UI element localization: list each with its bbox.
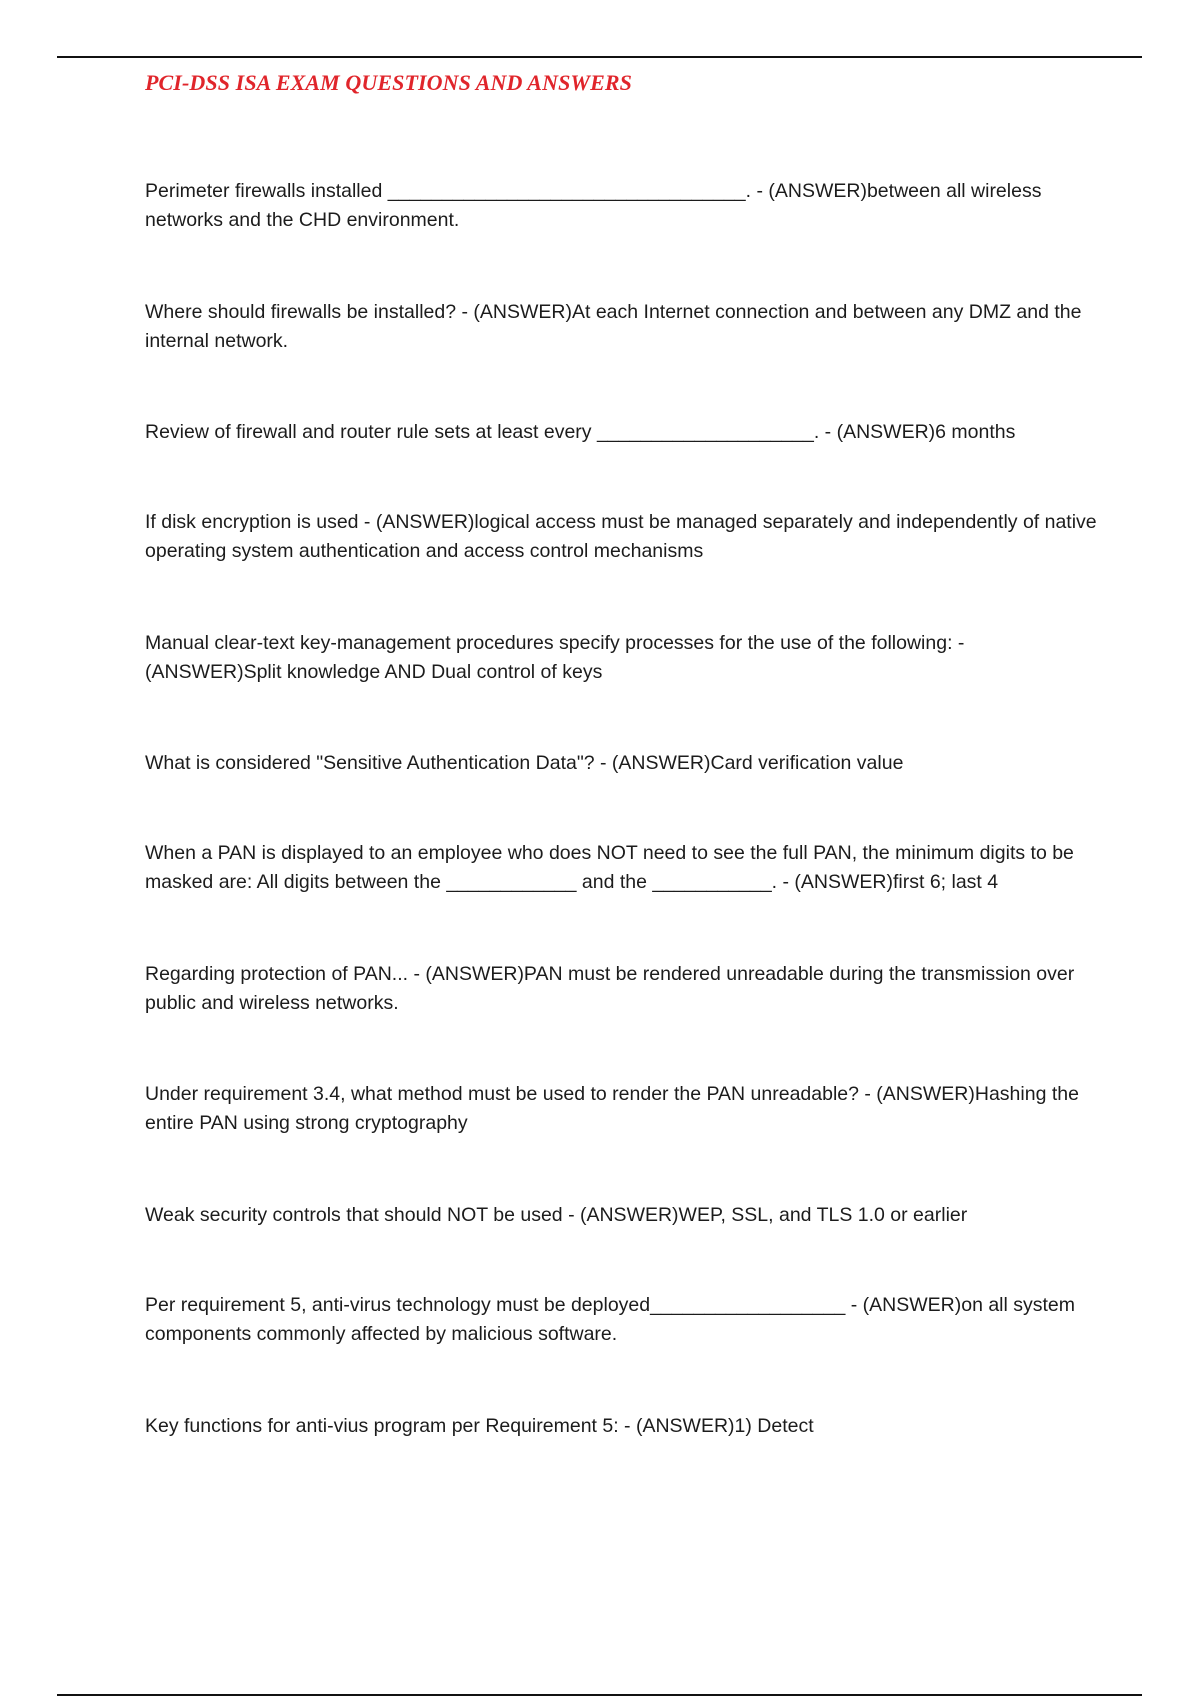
- qa-item: Manual clear-text key-management procedures specify processes for the use of the following: - (ANSWER)Split knowledge AND Dual control of keys: [145, 632, 965, 683]
- qa-item: Weak security controls that should NOT be used - (ANSWER)WEP, SSL, and TLS 1.0 or earlier: [145, 1204, 968, 1226]
- qa-item: Per requirement 5, anti-virus technology must be deployed__________________ - (ANSWER)on all system components commonly affected by malicious software.: [145, 1294, 1076, 1345]
- qa-item: Under requirement 3.4, what method must be used to render the PAN unreadable? - (ANSWER)Hashing the entire PAN using strong cryptography: [145, 1083, 1079, 1134]
- qa-item: Where should firewalls be installed? - (ANSWER)At each Internet connection and between any DMZ and the internal network.: [145, 301, 1082, 352]
- qa-item: When a PAN is displayed to an employee who does NOT need to see the full PAN, the minimum digits to be masked are: All digits between the ____________ and the ___________. - (ANSWER)first 6; last 4: [145, 842, 1074, 893]
- bottom-rule: [57, 1694, 1142, 1696]
- qa-item: Perimeter firewalls installed _________________________________. - (ANSWER)between all wireless networks and the CHD environment.: [145, 180, 1042, 231]
- qa-item: Key functions for anti-vius program per Requirement 5: - (ANSWER)1) Detect: [145, 1415, 814, 1437]
- qa-item: What is considered "Sensitive Authentication Data"? - (ANSWER)Card verification value: [145, 752, 904, 774]
- document-title: PCI-DSS ISA EXAM QUESTIONS AND ANSWERS: [145, 70, 632, 95]
- qa-item: If disk encryption is used - (ANSWER)logical access must be managed separately and independently of native operating system authentication and access control mechanisms: [145, 511, 1097, 562]
- top-rule: [57, 56, 1142, 58]
- qa-item: Review of firewall and router rule sets at least every ____________________. - (ANSWER)6 months: [145, 421, 1016, 443]
- qa-item: Regarding protection of PAN... - (ANSWER)PAN must be rendered unreadable during the transmission over public and wireless networks.: [145, 963, 1075, 1014]
